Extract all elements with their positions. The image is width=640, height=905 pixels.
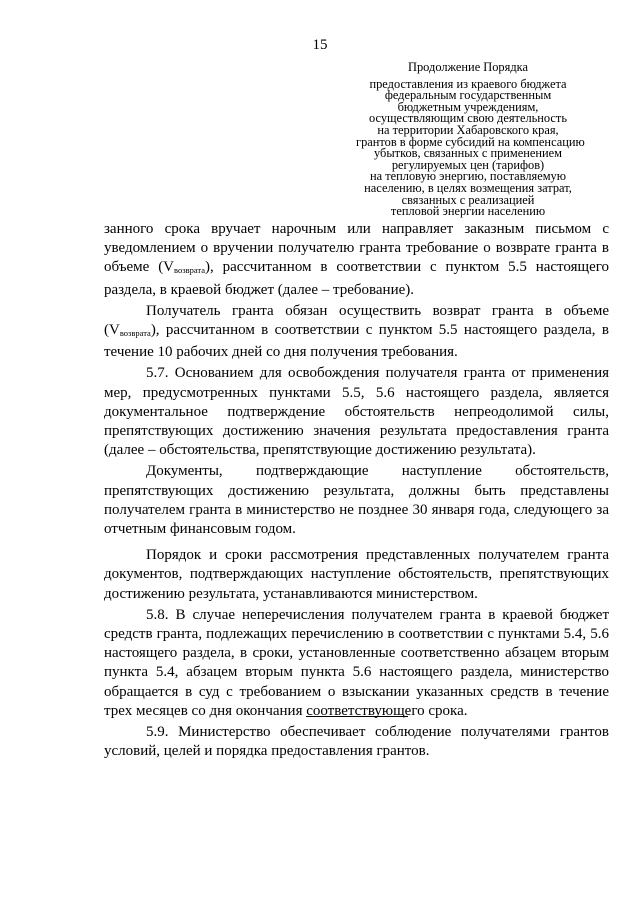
- header-line: связанных с реализацией: [401, 192, 535, 207]
- paragraph-review-procedure: Порядок и сроки рассмотрения представленных получателем гранта документов, подтверждающих наступление обстоятельств, препятствующих достижению результата, устанавливаются министерством.: [104, 547, 609, 602]
- header-line: тепловой энергии населению: [390, 204, 546, 219]
- paragraph-requirement-continuation: [104, 220, 609, 300]
- paragraph-text: Получатель гранта обязан осуществить возврат гранта в объеме (V: [104, 302, 609, 339]
- paragraph-return-obligation: [104, 302, 609, 363]
- page-number: 15: [312, 37, 328, 53]
- paragraph-text: ), рассчитанном в соответствии с пунктом 5.5 настоящего раздела, в течение 10 рабочих дней со дня получения требования.: [104, 322, 609, 361]
- paragraph-documents: Документы, подтверждающие наступление обстоятельств, препятствующих достижению результата, должны быть представлены получателем гранта в министерство не позднее 30 января года, следующего за отчетным финансовым годом.: [104, 463, 609, 538]
- header-line: убытков, связанных с применением: [374, 146, 562, 161]
- header-line: на территории Хабаровского края,: [377, 122, 559, 137]
- header-line: предоставления из краевого бюджета: [369, 76, 567, 91]
- header-line: бюджетным учреждениям,: [397, 99, 539, 114]
- header-line: федеральным государственным: [384, 88, 552, 103]
- document-body: [104, 220, 609, 761]
- end-of-document-rule: [306, 716, 408, 717]
- paragraph-5-8: 5.8. В случае неперечисления получателем гранта в краевой бюджет средств гранта, подлежащих перечислению в соответствии с пунктами 5.4, 5.6 настоящего раздела, в сроки, установленные соответственно абзацем вторым пункта 5.4, абзацем вторым пункта 5.6 настоящего раздела, министерство обращается в суд с требованием о взыскании указанных средств в течение трех месяцев со дня окончания соответствующего срока.: [104, 606, 609, 719]
- subscript-return: возврата: [119, 328, 151, 339]
- header-line: Продолжение Порядка: [408, 60, 528, 74]
- paragraph-text: ), рассчитанном в соответствии с пунктом 5.5 настоящего раздела, в краевой бюджет (далее – требование).: [104, 259, 610, 298]
- header-line: регулируемых цен (тарифов): [391, 157, 545, 172]
- document-header-continuation: [356, 60, 585, 219]
- header-line: осуществляющим свою деятельность: [368, 111, 567, 126]
- header-line: населению, в целях возмещения затрат,: [364, 180, 572, 195]
- paragraph-5-7: 5.7. Основанием для освобождения получателя гранта от применения мер, предусмотренных пунктами 5.5, 5.6 настоящего раздела, является документальное подтверждение обстоятельств непреодолимой силы, препятствующих достижению значения результата предоставления гранта (далее – обстоятельства, препятствующие достижению результата).: [104, 365, 609, 459]
- subscript-return: возврата: [174, 265, 206, 276]
- paragraph-5-9: 5.9. Министерство обеспечивает соблюдение получателями грантов условий, целей и порядка предоставления грантов.: [104, 724, 609, 760]
- header-line: на тепловую энергию, поставляемую: [370, 169, 566, 184]
- header-line: грантов в форме субсидий на компенсацию: [356, 134, 585, 149]
- paragraph-text: занного срока вручает нарочным или направляет заказным письмом с уведомлением о вручении получателю гранта требование о возврате гранта в объеме (V: [104, 221, 609, 276]
